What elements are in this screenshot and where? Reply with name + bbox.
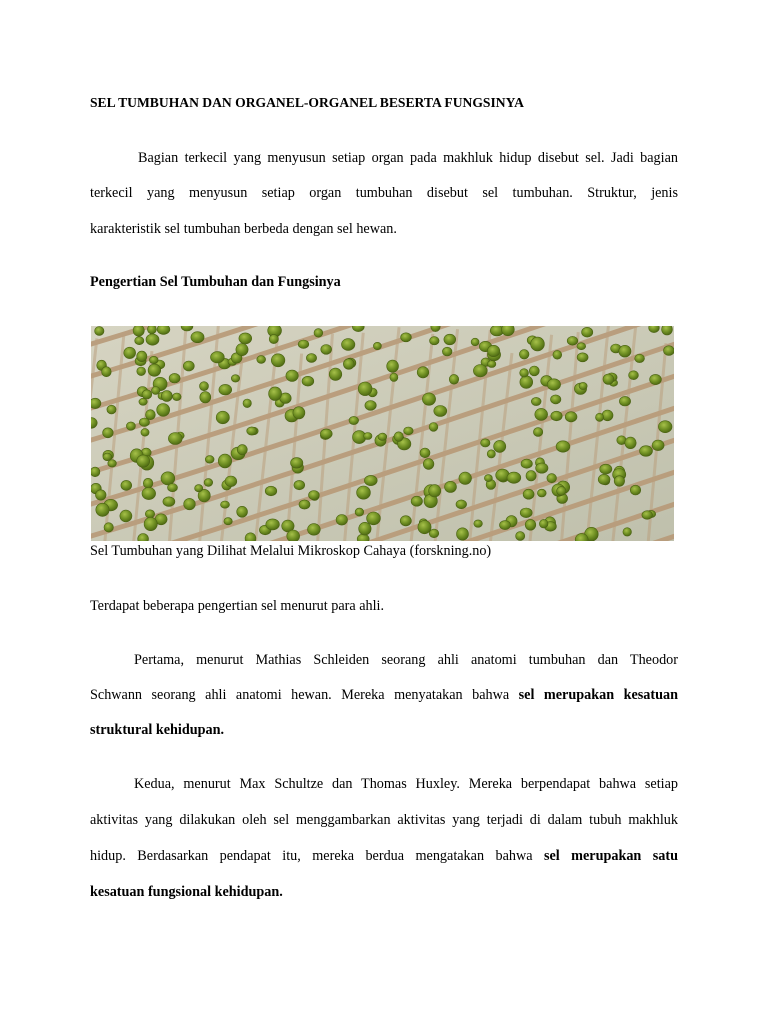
chloroplast: [243, 399, 251, 408]
chloroplast: [306, 354, 316, 363]
chloroplast: [557, 487, 566, 496]
document-title: SEL TUMBUHAN DAN ORGANEL-ORGANEL BESERTA FUNGSINYA: [90, 95, 524, 110]
chloroplast: [142, 487, 156, 499]
chloroplast: [139, 418, 149, 426]
chloroplast: [247, 427, 257, 435]
chloroplast: [364, 475, 377, 485]
chloroplast: [298, 340, 309, 348]
chloroplast: [535, 408, 548, 420]
para2-line-2: aktivitas yang dilakukan oleh sel menggambarkan aktivitas yang terjadi di dalam tubuh makhluk: [90, 812, 678, 828]
chloroplast: [204, 479, 213, 487]
chloroplast: [444, 334, 456, 345]
chloroplast: [224, 518, 232, 525]
chloroplast: [525, 519, 536, 530]
chloroplast: [320, 429, 332, 439]
chloroplast: [488, 361, 496, 368]
chloroplast: [422, 393, 435, 405]
para2-line-1: Kedua, menurut Max Schultze dan Thomas Huxley. Mereka berpendapat bahwa setiap: [134, 776, 678, 792]
chloroplast: [378, 433, 387, 440]
chloroplast: [152, 387, 160, 395]
para1-line-2-text: Schwann seorang ahli anatomi hewan. Mereka menyatakan bahwa: [90, 687, 519, 703]
chloroplast: [565, 412, 577, 422]
chloroplast: [596, 413, 604, 421]
chloroplast: [602, 410, 613, 421]
chloroplast: [302, 376, 314, 386]
chloroplast: [239, 333, 252, 344]
para1-line-1: Pertama, menurut Mathias Schleiden seorang ahli anatomi tumbuhan dan Theodor: [134, 652, 678, 668]
chloroplast: [420, 448, 430, 458]
chloroplast: [567, 336, 578, 345]
chloroplast: [430, 337, 440, 345]
chloroplast: [137, 455, 150, 467]
chloroplast: [516, 532, 525, 541]
chloroplast: [531, 337, 545, 351]
chloroplast: [531, 397, 541, 405]
chloroplast: [91, 398, 101, 408]
chloroplast: [521, 459, 532, 468]
chloroplast: [614, 476, 624, 487]
chloroplast: [640, 446, 653, 457]
chloroplast: [526, 471, 536, 481]
chloroplast: [107, 405, 116, 414]
chloroplast: [533, 428, 542, 437]
chloroplast: [358, 382, 372, 396]
chloroplast: [434, 406, 447, 417]
chloroplast: [459, 472, 472, 484]
chloroplast: [445, 481, 457, 492]
chloroplast: [355, 508, 364, 516]
chloroplast: [539, 519, 548, 528]
chloroplast: [449, 374, 458, 384]
chloroplast: [456, 500, 467, 509]
para1-emphasis: sel merupakan kesatuan: [518, 687, 678, 703]
chloroplast: [373, 342, 381, 349]
plant-cell-micrograph: [91, 326, 674, 541]
intro-line-1: Bagian terkecil yang menyusun setiap organ pada makhluk hidup disebut sel. Jadi bagian: [138, 150, 678, 166]
chloroplast: [137, 367, 146, 376]
chloroplast: [120, 510, 132, 522]
chloroplast: [411, 496, 422, 506]
chloroplast: [662, 326, 673, 335]
chloroplast: [265, 486, 277, 496]
chloroplast: [321, 345, 332, 355]
chloroplast: [245, 533, 256, 541]
chloroplast: [520, 376, 533, 389]
chloroplast: [103, 428, 114, 438]
chloroplast: [95, 327, 104, 336]
chloroplast: [139, 398, 147, 405]
chloroplast: [269, 387, 282, 401]
chloroplast: [652, 440, 664, 451]
chloroplast: [619, 345, 631, 357]
chloroplast: [221, 501, 230, 508]
lead-sentence: Terdapat beberapa pengertian sel menurut para ahli.: [90, 598, 385, 614]
chloroplast: [494, 440, 506, 452]
figure-caption: Sel Tumbuhan yang Dilihat Melalui Mikroskop Cahaya (forskning.no): [90, 543, 492, 559]
chloroplast: [200, 382, 209, 391]
chloroplast: [365, 401, 376, 411]
chloroplast: [183, 361, 194, 371]
chloroplast: [357, 486, 371, 499]
chloroplast: [404, 427, 414, 435]
chloroplast: [271, 354, 285, 367]
chloroplast: [146, 410, 156, 420]
chloroplast: [547, 474, 557, 483]
chloroplast: [582, 327, 593, 337]
chloroplast: [237, 506, 248, 517]
chloroplast: [474, 520, 483, 527]
chloroplast: [225, 476, 237, 487]
chloroplast: [502, 326, 515, 336]
chloroplast: [664, 346, 675, 356]
chloroplast: [124, 347, 136, 358]
chloroplast: [390, 373, 398, 381]
chloroplast: [394, 432, 403, 442]
para1-line-3: struktural kehidupan.: [90, 722, 225, 738]
chloroplast: [387, 360, 399, 372]
chloroplast: [266, 519, 280, 530]
chloroplast: [400, 516, 411, 526]
chloroplast: [219, 384, 232, 395]
chloroplast: [487, 450, 495, 458]
chloroplast: [205, 456, 214, 464]
chloroplast: [429, 423, 438, 432]
chloroplast: [143, 478, 153, 488]
section-heading: Pengertian Sel Tumbuhan dan Fungsinya: [90, 274, 341, 290]
chloroplast: [308, 524, 321, 536]
intro-line-2: terkecil yang menyusun setiap organ tumbuhan disebut sel tumbuhan. Struktur, jenis: [90, 185, 678, 201]
chloroplast: [191, 332, 204, 343]
chloroplast: [519, 350, 529, 360]
chloroplast: [367, 512, 381, 525]
chloroplast: [299, 500, 310, 509]
chloroplast: [137, 351, 147, 362]
chloroplast: [168, 433, 182, 445]
chloroplast: [216, 411, 229, 424]
chloroplast: [309, 491, 320, 500]
chloroplast: [184, 498, 196, 509]
chloroplast: [148, 364, 161, 376]
chloroplast: [600, 464, 612, 474]
chloroplast: [417, 367, 429, 378]
chloroplast: [507, 472, 521, 483]
chloroplast: [142, 390, 152, 399]
chloroplast: [429, 529, 439, 538]
chloroplast: [231, 375, 239, 382]
chloroplast: [619, 396, 630, 406]
chloroplast: [135, 337, 144, 345]
chloroplast: [96, 490, 107, 500]
chloroplast: [579, 382, 587, 389]
chloroplast: [603, 374, 614, 384]
chloroplast: [293, 407, 305, 419]
intro-line-3: karakteristik sel tumbuhan berbeda dengan sel hewan.: [90, 221, 397, 237]
chloroplast: [336, 515, 347, 526]
chloroplast: [473, 365, 487, 377]
chloroplast: [269, 334, 278, 343]
chloroplast: [91, 467, 100, 477]
chloroplast: [161, 391, 172, 402]
chloroplast: [481, 439, 490, 447]
chloroplast: [147, 326, 156, 334]
chloroplast: [157, 404, 170, 417]
chloroplast: [342, 339, 355, 351]
chloroplast: [429, 485, 441, 497]
chloroplast: [169, 373, 180, 383]
chloroplast: [314, 329, 323, 338]
chloroplast: [529, 366, 539, 376]
chloroplast: [329, 368, 342, 380]
para2-line-4: kesatuan fungsional kehidupan.: [90, 884, 283, 900]
chloroplast: [218, 454, 231, 468]
chloroplast: [343, 359, 354, 370]
chloroplast: [442, 347, 452, 356]
para2-line-3: [90, 847, 678, 865]
chloroplast: [291, 458, 303, 469]
chloroplast: [133, 326, 144, 336]
chloroplast: [598, 474, 610, 484]
chloroplast: [349, 416, 359, 424]
chloroplast: [149, 356, 158, 363]
chloroplast: [211, 352, 225, 363]
chloroplast: [126, 422, 135, 430]
chloroplast: [630, 485, 640, 495]
chloroplast: [157, 326, 170, 334]
chloroplast: [635, 354, 645, 362]
chloroplast: [173, 393, 182, 401]
chloroplast: [577, 343, 586, 350]
chloroplast: [236, 344, 248, 356]
chloroplast: [457, 528, 469, 540]
chloroplast: [108, 460, 117, 467]
chloroplast: [364, 433, 372, 440]
chloroplast: [577, 353, 588, 362]
chloroplast: [625, 437, 636, 449]
chloroplast: [359, 522, 371, 535]
chloroplast: [423, 459, 434, 470]
chloroplast: [520, 508, 532, 518]
chloroplast: [294, 480, 305, 489]
para2-emphasis: sel merupakan satu: [543, 848, 678, 864]
chloroplast: [537, 489, 546, 497]
chloroplast: [553, 350, 562, 359]
chloroplast: [547, 379, 560, 390]
chloroplast: [642, 511, 653, 520]
chloroplast: [629, 371, 639, 380]
chloroplast: [237, 445, 247, 455]
chloroplast: [195, 485, 203, 492]
chloroplast: [471, 338, 479, 346]
chloroplast: [104, 523, 113, 532]
para2-line-3-text: hidup. Berdasarkan pendapat itu, mereka berdua mengatakan bahwa: [90, 848, 544, 864]
chloroplast: [487, 345, 499, 356]
para1-line-2: [90, 686, 678, 704]
chloroplast: [161, 472, 175, 485]
chloroplast: [96, 503, 109, 516]
chloroplast: [102, 367, 112, 377]
chloroplast: [536, 463, 548, 473]
chloroplast: [257, 356, 266, 364]
chloroplast: [658, 421, 672, 433]
chloroplast: [418, 520, 431, 533]
chloroplast: [551, 395, 561, 404]
chloroplast: [523, 489, 534, 499]
chloroplast: [141, 429, 149, 437]
chloroplast: [145, 510, 154, 518]
chloroplast: [146, 334, 159, 345]
chloroplast: [121, 480, 132, 490]
chloroplast: [103, 453, 112, 461]
chloroplast: [520, 369, 529, 377]
chloroplast: [500, 521, 511, 530]
chloroplast: [401, 333, 412, 342]
chloroplast: [623, 528, 632, 536]
chloroplast: [551, 411, 562, 421]
chloroplast: [286, 370, 298, 381]
chloroplast: [200, 392, 211, 403]
chloroplast: [484, 475, 492, 482]
chloroplast: [556, 441, 570, 452]
chloroplast: [168, 484, 178, 492]
chloroplast: [163, 497, 175, 507]
chloroplast: [650, 374, 662, 384]
chloroplast: [144, 517, 157, 530]
chloroplast: [287, 530, 300, 541]
